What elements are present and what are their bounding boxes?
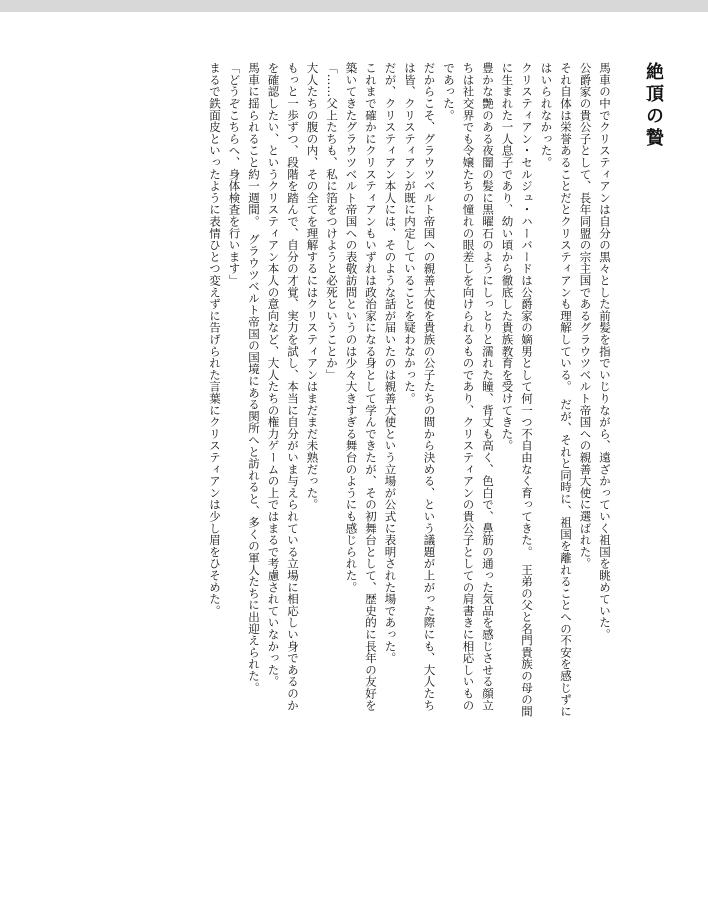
document-page: [0, 12, 708, 914]
paragraph: だからこそ、グラウツベルト帝国への親善大使を貴族の公子たちの間から決める、という議題が上がった際にも、大人たちは皆、クリスティアンが既に内定していることを疑わなかった。: [403, 62, 437, 711]
viewer-top-bar: [0, 0, 708, 12]
paragraph: これまで確かにクリスティアンもいずれは政治家になる身として学んできたが、その初舞台として、歴史的に長年の友好を築いてきたグラウツベルト帝国への表敬訪問というのは少々大きすぎる舞台のようにも感じられた。: [344, 62, 378, 711]
vertical-text-block: [72, 62, 662, 722]
paragraph: 馬車の中でクリスティアンは自分の黒々とした前髪を指でいじりながら、遠ざかっていく祖国を眺めていた。: [598, 62, 612, 641]
paragraph: 大人たちの腹の内、その全てを理解するにはクリスティアンはまだまだ未熟だった。: [305, 62, 320, 511]
paragraph: まるで鉄面皮といったように表情ひとつ変えずに告げられた言葉にクリスティアンは少し眉をひそめた。: [208, 62, 222, 617]
dialogue-line: 「どうぞこちらへ、身体検査を行います」: [227, 62, 242, 287]
paragraph: 馬車に揺られること約一週間。 グラウツベルト帝国の国境にある関所へと訪れると、多くの軍人たちに出迎えられた。: [247, 62, 261, 694]
paragraph: それ自体は栄誉あることだとクリスティアンも理解している。 だが、それと同時に、祖国を離れることへの不安を感じずにはいられなかった。: [539, 62, 573, 718]
body-text: [205, 62, 615, 722]
paragraph: もっと一歩ずつ、段階を踏んで、自分の才覚、実力を試し、本当に自分がいま与えられている立場に相応しい身であるのかを確認したい、というクリスティアン本人の意向など、大人たちの権力ゲームの上ではまるで考慮されていなかった。: [266, 62, 300, 711]
paragraph: クリスティアン・セルジュ・ハーバードは公爵家の嫡男として何一つ不自由なく育ってきた。 王弟の父と名門貴族の母の間に生まれた一人息子であり、幼い頃から徹底した貴族教育を受けてきた。: [500, 62, 534, 718]
paragraph: だが、クリスティアン本人には、そのような話が届いたのは親善大使という立場が公式に表明された場であった。: [383, 62, 398, 664]
paragraph: 公爵家の貴公子として、長年同盟の宗主国であるグラウツベルト帝国への親善大使に選ばれた。: [578, 62, 593, 570]
chapter-title: 絶頂の贄: [643, 62, 664, 150]
paragraph: 豊かな艶のある夜闇の髪に黒曜石のようにしっとりと濡れた瞳、背丈も高く、色白で、鼻筋の通った気品を感じさせる顔立ちは社交界でも令嬢たちの憧れの眼差しを向けられるものであり、クリスティアンの貴公子としての肩書きに相応しいものであった。: [442, 62, 495, 711]
dialogue-line: 「……父上たちも、私に箔をつけようと必死ということか」: [325, 62, 339, 381]
